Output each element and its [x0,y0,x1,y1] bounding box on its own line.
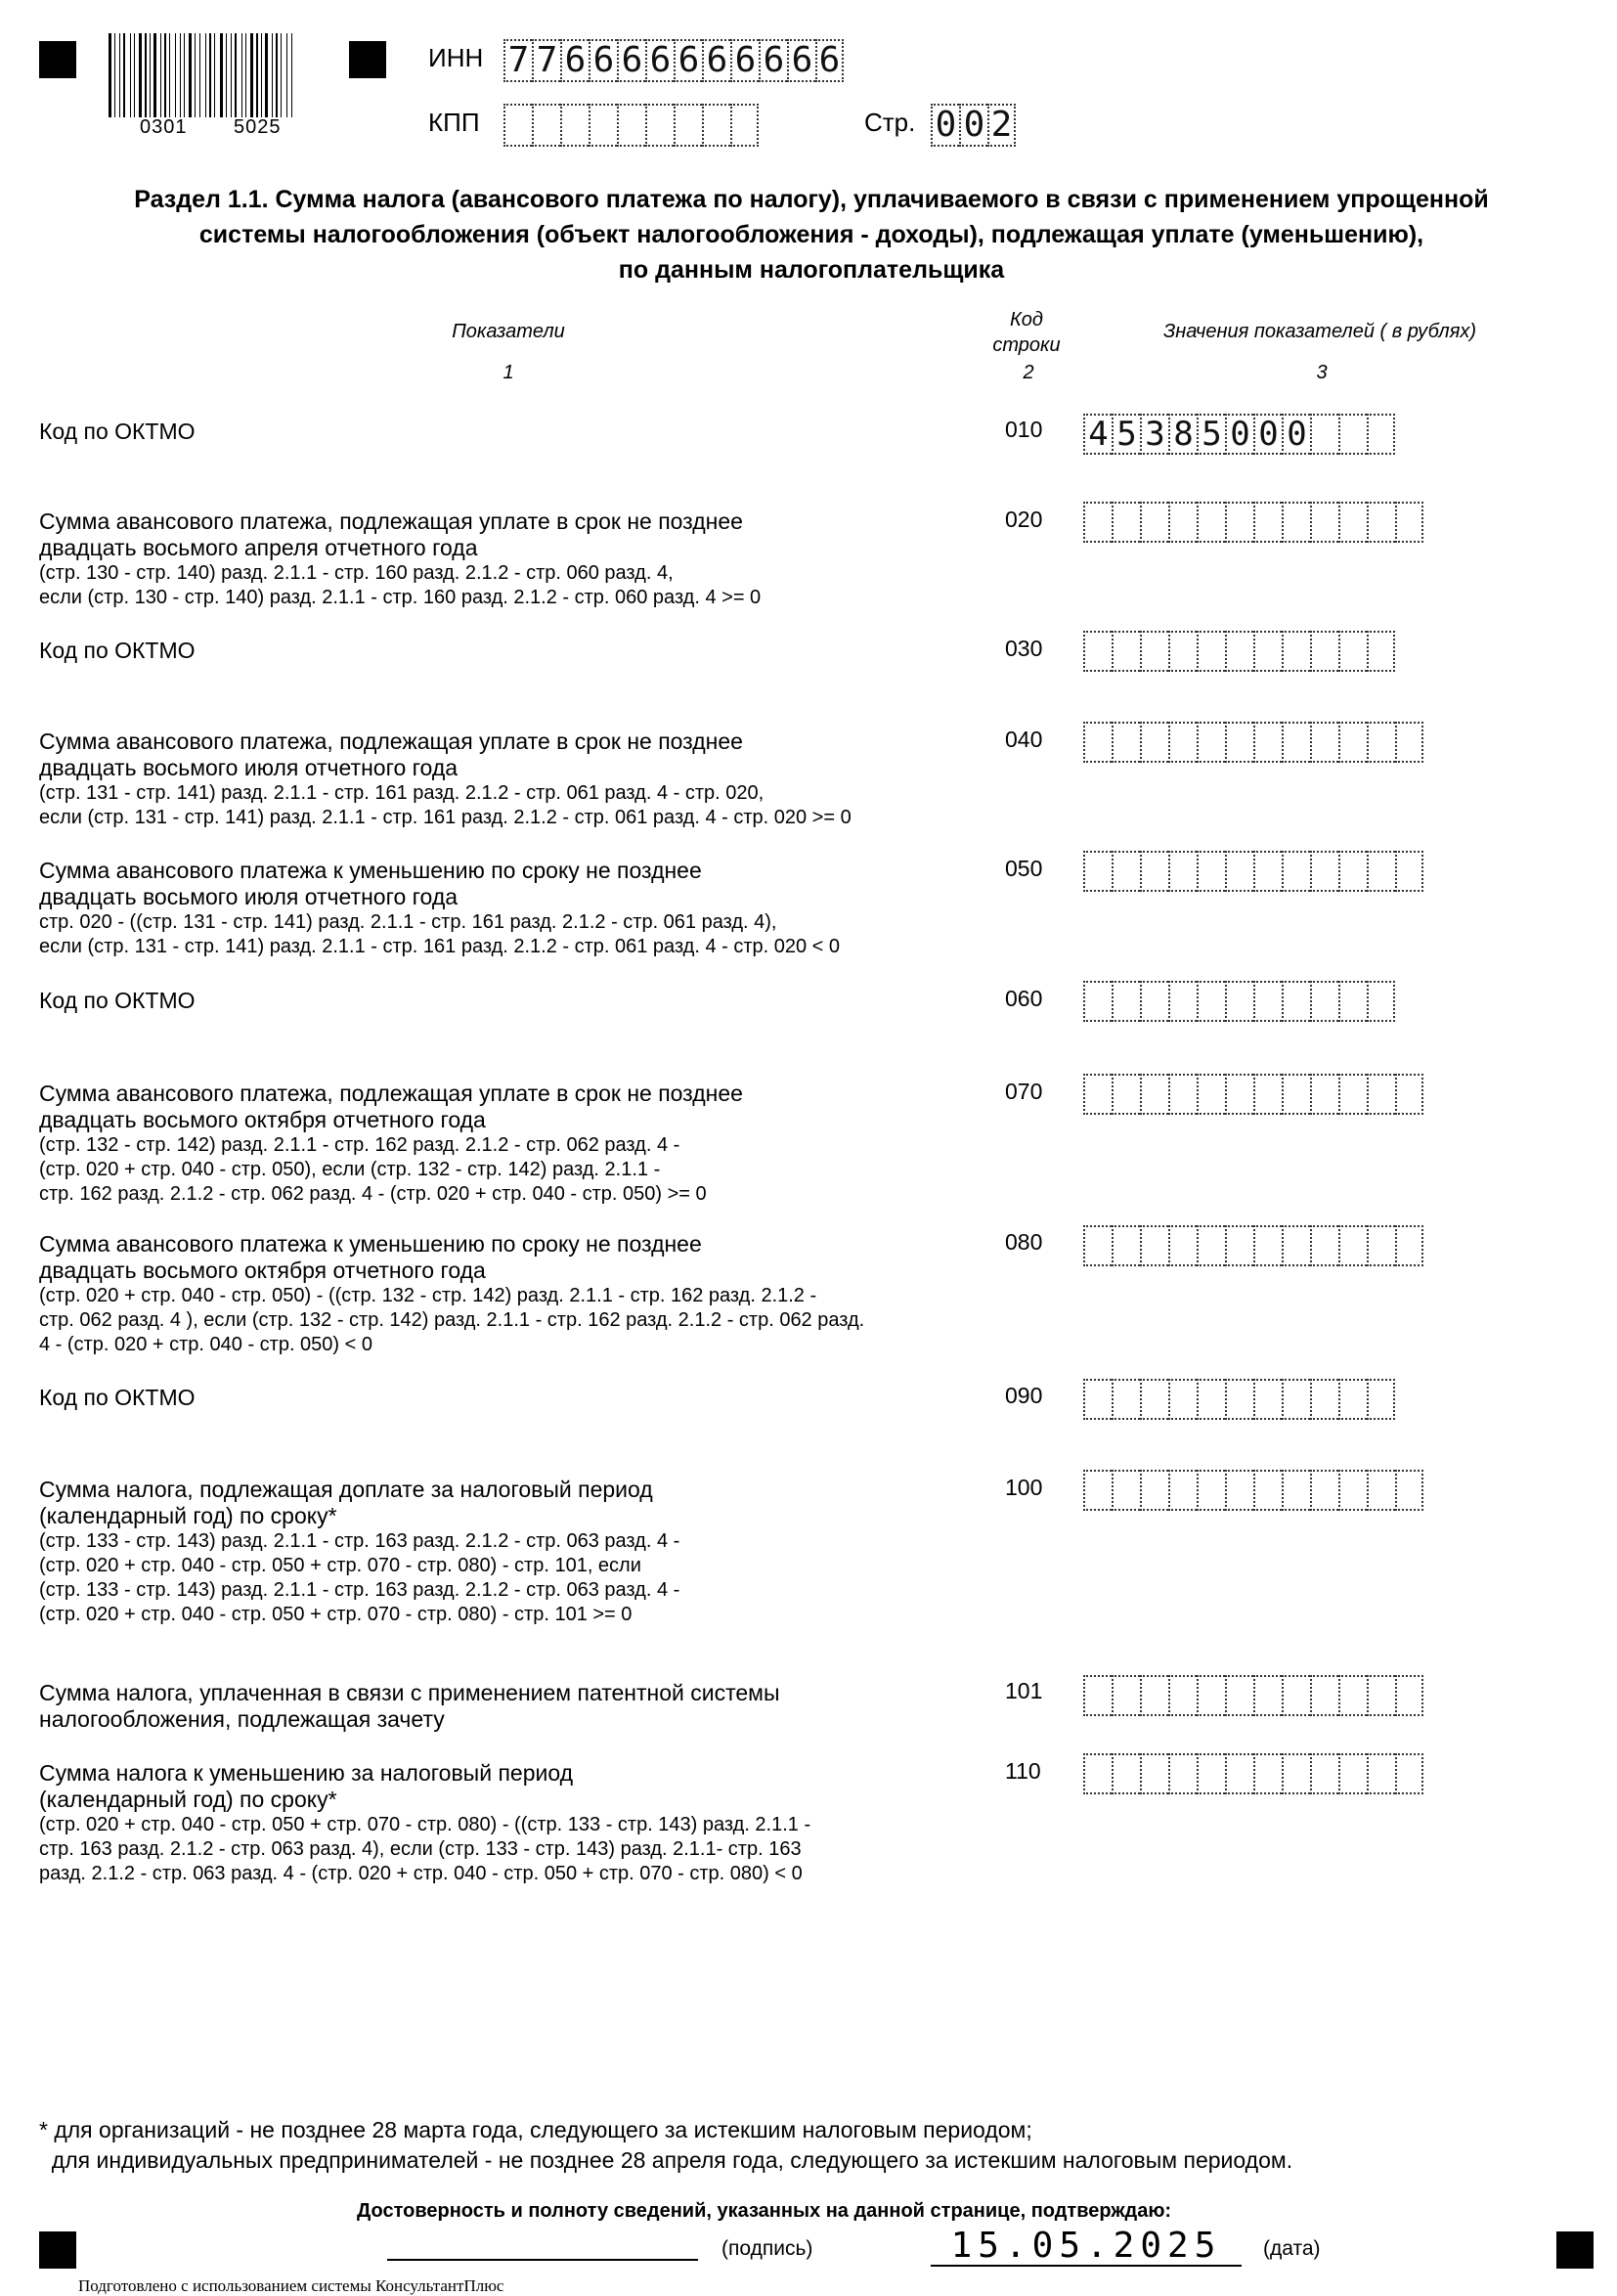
barcode-bar [195,33,196,117]
row-040-formula: (стр. 131 - стр. 141) разд. 2.1.1 - стр. 161 разд. 2.1.2 - стр. 061 разд. 4 - стр. 020, если (стр. 131 - стр. 141) разд. 2.1.1 - стр. 161 разд. 2.1.2 - стр. 061 разд. 4 - стр. 020 >= 0 [39,782,852,828]
corner-marker-bottom-left [39,2231,76,2269]
row-060-value-field[interactable] [1083,981,1395,1022]
value-cell[interactable] [1083,1675,1112,1716]
date-field[interactable]: 15.05.2025 [931,2228,1242,2267]
value-cell[interactable] [1367,1470,1395,1511]
row-050-formula: стр. 020 - ((стр. 131 - стр. 141) разд. 2.1.1 - стр. 161 разд. 2.1.2 - стр. 061 разд. 4), если (стр. 131 - стр. 141) разд. 2.1.1 - стр. 161 разд. 2.1.2 - стр. 061 разд. 4 - стр. 020 < 0 [39,911,841,957]
row-110-title: Сумма налога к уменьшению за налоговый период (календарный год) по сроку* [39,1760,574,1812]
value-cell[interactable] [1197,1753,1225,1794]
barcode-bar [245,33,246,117]
value-cell[interactable] [1140,631,1168,672]
value-cell[interactable] [1310,722,1338,763]
value-cell[interactable] [1168,851,1197,892]
value-cell[interactable] [1168,1675,1197,1716]
digit-cell[interactable]: 0 [959,104,987,147]
value-cell[interactable] [1083,1074,1112,1115]
footnote [39,2115,1292,2176]
value-cell[interactable] [1197,722,1225,763]
barcode-bar [109,33,111,117]
value-cell[interactable] [1168,502,1197,543]
date-label: (дата) [1263,2237,1321,2260]
value-cell[interactable]: 0 [1225,414,1253,455]
value-cell[interactable] [1395,502,1423,543]
value-cell[interactable] [1083,851,1112,892]
digit-cell[interactable]: 7 [532,39,560,82]
value-cell[interactable] [1197,1074,1225,1115]
column-header-code-line2: строки [992,334,1061,356]
value-cell[interactable] [1310,414,1338,455]
value-cell[interactable] [1310,1074,1338,1115]
corner-marker-top-right [349,41,386,78]
value-cell[interactable] [1112,1379,1140,1420]
barcode-bar [145,33,147,117]
digit-cell[interactable]: 6 [674,39,702,82]
value-cell[interactable] [1197,631,1225,672]
barcode-bar [184,33,185,117]
value-cell[interactable] [1225,851,1253,892]
value-cell[interactable] [1338,851,1367,892]
barcode-number-left: 0301 [140,116,188,138]
value-cell[interactable] [1310,631,1338,672]
row-101-title: Сумма налога, уплаченная в связи с применением патентной системы налогообложения, подлежащая зачету [39,1680,780,1732]
value-cell[interactable] [1282,1753,1310,1794]
row-080-value-field[interactable] [1083,1225,1423,1266]
barcode-bar [205,33,206,117]
value-cell[interactable] [1197,1379,1225,1420]
digit-cell[interactable]: 6 [815,39,844,82]
value-cell[interactable] [1310,1470,1338,1511]
value-cell[interactable] [1395,1675,1423,1716]
inn-label: ИНН [428,43,484,72]
value-cell[interactable] [1310,502,1338,543]
section-title-line2: системы налогообложения (объект налогообложения - доходы), подлежащая уплате (уменьшению), [198,221,1424,248]
row-code-070: 070 [1005,1079,1043,1104]
value-cell[interactable] [1253,1753,1282,1794]
value-cell[interactable] [1083,981,1112,1022]
row-070-title: Сумма авансового платежа, подлежащая уплате в срок не позднее двадцать восьмого октября отчетного года [39,1081,743,1132]
value-cell[interactable] [1367,1074,1395,1115]
barcode-bar [119,33,120,117]
digit-cell[interactable]: 0 [931,104,959,147]
value-cell[interactable] [1112,1225,1140,1266]
column-header-code-line1: Код [1010,309,1043,331]
digit-cell[interactable]: 6 [730,39,759,82]
value-cell[interactable] [1140,1379,1168,1420]
value-cell[interactable] [1197,981,1225,1022]
value-cell[interactable] [1225,981,1253,1022]
signature-line[interactable] [387,2259,698,2261]
value-cell[interactable] [1282,722,1310,763]
row-010-label [39,419,196,445]
value-cell[interactable] [1282,502,1310,543]
row-020-value-field[interactable] [1083,502,1423,543]
digit-cell[interactable] [617,104,645,147]
row-code-100: 100 [1005,1475,1043,1500]
value-cell[interactable] [1338,502,1367,543]
barcode-bar [189,33,192,117]
row-090-value-field[interactable] [1083,1379,1395,1420]
value-cell[interactable] [1112,631,1140,672]
footnote-line2: для индивидуальных предпринимателей - не позднее 28 апреля года, следующего за истекшим налоговым периодом. [39,2147,1293,2173]
barcode-bar [153,33,156,117]
row-090-label [39,1385,196,1411]
value-cell[interactable] [1310,981,1338,1022]
value-cell[interactable] [1338,1675,1367,1716]
value-cell[interactable] [1253,722,1282,763]
digit-cell[interactable]: 6 [645,39,674,82]
page-label: Стр. [864,108,916,137]
row-code-020: 020 [1005,507,1043,532]
value-cell[interactable] [1225,502,1253,543]
barcode-bar [265,33,268,117]
value-cell[interactable] [1168,1074,1197,1115]
footnote-line1: * для организаций - не позднее 28 марта года, следующего за истекшим налоговым периодом; [39,2117,1032,2142]
value-cell[interactable] [1225,1753,1253,1794]
row-070-value-field[interactable] [1083,1074,1423,1115]
value-cell[interactable] [1338,1470,1367,1511]
value-cell[interactable] [1225,1225,1253,1266]
value-cell[interactable]: 8 [1168,414,1197,455]
row-020-label [39,508,761,610]
column-header-indicators: Показатели [452,321,565,342]
barcode-bar [139,33,142,117]
value-cell[interactable] [1253,1675,1282,1716]
value-cell[interactable] [1282,631,1310,672]
row-code-080: 080 [1005,1229,1043,1255]
value-cell[interactable] [1197,851,1225,892]
row-010-title: Код по ОКТМО [39,419,196,444]
value-cell[interactable] [1253,851,1282,892]
row-030-title: Код по ОКТМО [39,638,196,663]
barcode-bar [250,33,253,117]
value-cell[interactable] [1112,1753,1140,1794]
value-cell[interactable] [1338,722,1367,763]
value-cell[interactable] [1282,1225,1310,1266]
value-cell[interactable] [1338,631,1367,672]
digit-cell[interactable]: 6 [787,39,815,82]
row-code-101: 101 [1005,1678,1043,1703]
digit-cell[interactable]: 2 [987,104,1016,147]
barcode-bar [214,33,215,117]
barcode-bar [130,33,131,117]
barcode-number-right: 5025 [234,116,282,138]
inn-field [503,39,844,82]
digit-cell[interactable] [560,104,589,147]
value-cell[interactable] [1083,722,1112,763]
digit-cell[interactable] [645,104,674,147]
value-cell[interactable] [1140,502,1168,543]
value-cell[interactable] [1395,1225,1423,1266]
value-cell[interactable] [1083,631,1112,672]
barcode-bar [169,33,170,117]
value-cell[interactable] [1395,851,1423,892]
value-cell[interactable] [1225,631,1253,672]
value-cell[interactable] [1140,1675,1168,1716]
barcode-bar [199,33,200,117]
section-title-line3: по данным налогоплательщика [618,256,1005,284]
row-code-050: 050 [1005,856,1043,881]
value-cell[interactable] [1253,631,1282,672]
value-cell[interactable] [1367,981,1395,1022]
row-070-formula: (стр. 132 - стр. 142) разд. 2.1.1 - стр. 162 разд. 2.1.2 - стр. 062 разд. 4 - (стр. 020 + стр. 040 - стр. 050), если (стр. 132 - стр. 142) разд. 2.1.1 - стр. 162 разд. 2.1.2 - стр. 062 разд. 4 - (стр. 020 + стр. 040 - стр. 050) >= 0 [39,1134,707,1205]
barcode-bar [281,33,282,117]
barcode-bar [241,33,242,117]
barcode-bar [150,33,151,117]
row-101-label [39,1680,780,1733]
barcode-bar [256,33,258,117]
row-code-010: 010 [1005,417,1043,442]
column-header-values: Значения показателей ( в рублях) [1162,321,1477,342]
digit-cell[interactable] [589,104,617,147]
value-cell[interactable]: 3 [1140,414,1168,455]
barcode-bar [123,33,125,117]
digit-cell[interactable] [674,104,702,147]
row-040-value-field[interactable] [1083,722,1423,763]
value-cell[interactable] [1282,1074,1310,1115]
value-cell[interactable] [1282,851,1310,892]
value-cell[interactable] [1225,1470,1253,1511]
row-100-label [39,1477,679,1627]
column-header-code [973,307,1080,358]
value-cell[interactable] [1395,722,1423,763]
value-cell[interactable] [1112,1074,1140,1115]
row-020-formula: (стр. 130 - стр. 140) разд. 2.1.1 - стр. 160 разд. 2.1.2 - стр. 060 разд. 4, если (стр. 130 - стр. 140) разд. 2.1.1 - стр. 160 разд. 2.1.2 - стр. 060 разд. 4 >= 0 [39,562,762,608]
barcode-bar [231,33,232,117]
row-060-title: Код по ОКТМО [39,988,196,1013]
value-cell[interactable] [1310,1379,1338,1420]
value-cell[interactable] [1367,631,1395,672]
barcode-bar [160,33,161,117]
value-cell[interactable] [1168,1379,1197,1420]
row-050-value-field[interactable] [1083,851,1423,892]
value-cell[interactable] [1367,1675,1395,1716]
page-number-field [931,104,1016,147]
barcode-bar [272,33,273,117]
value-cell[interactable] [1112,851,1140,892]
row-060-label [39,988,196,1014]
value-cell[interactable] [1168,1225,1197,1266]
row-030-value-field[interactable] [1083,631,1395,672]
value-cell[interactable] [1140,1470,1168,1511]
digit-cell[interactable] [730,104,759,147]
value-cell[interactable]: 0 [1253,414,1282,455]
value-cell[interactable] [1112,1675,1140,1716]
row-100-value-field[interactable] [1083,1470,1423,1511]
kpp-label: КПП [428,108,480,137]
row-100-title: Сумма налога, подлежащая доплате за налоговый период (календарный год) по сроку* [39,1477,653,1528]
corner-marker-bottom-right [1556,2231,1594,2269]
row-110-formula: (стр. 020 + стр. 040 - стр. 050 + стр. 070 - стр. 080) - ((стр. 133 - стр. 143) разд. 2.1.1 - стр. 163 разд. 2.1.2 - стр. 063 разд. 4), если (стр. 133 - стр. 143) разд. 2.1.1- стр. 163 разд. 2.1.2 - стр. 063 разд. 4 - (стр. 020 + стр. 040 - стр. 050 + стр. 070 - стр. 080) < 0 [39,1814,811,1884]
barcode-bar [261,33,262,117]
value-cell[interactable] [1197,502,1225,543]
value-cell[interactable] [1310,1225,1338,1266]
digit-cell[interactable]: 6 [759,39,787,82]
value-cell[interactable] [1253,1225,1282,1266]
value-cell[interactable] [1282,1675,1310,1716]
value-cell[interactable] [1367,851,1395,892]
value-cell[interactable] [1225,1675,1253,1716]
value-cell[interactable] [1168,631,1197,672]
row-080-formula: (стр. 020 + стр. 040 - стр. 050) - ((стр. 132 - стр. 142) разд. 2.1.1 - стр. 162 разд. 2.1.2 - стр. 062 разд. 4 ), если (стр. 132 - стр. 142) разд. 2.1.1 - стр. 162 разд. 2.1.2 - стр. 062 разд. 4 - (стр. 020 + стр. 040 - стр. 050) < 0 [39,1285,865,1355]
value-cell[interactable]: 4 [1083,414,1112,455]
value-cell[interactable] [1197,1675,1225,1716]
value-cell[interactable] [1253,1379,1282,1420]
row-090-title: Код по ОКТМО [39,1385,196,1410]
row-code-060: 060 [1005,986,1043,1011]
value-cell[interactable] [1367,1225,1395,1266]
value-cell[interactable] [1338,1379,1367,1420]
barcode-bar [235,33,237,117]
row-code-040: 040 [1005,727,1043,752]
prepared-by-note: Подготовлено с использованием системы КонсультантПлюс [78,2276,504,2295]
value-cell[interactable] [1338,1753,1367,1794]
value-cell[interactable] [1253,502,1282,543]
barcode-bar [114,33,115,117]
digit-cell[interactable] [503,104,532,147]
value-cell[interactable] [1140,1225,1168,1266]
digit-cell[interactable]: 7 [503,39,532,82]
barcode-bar [220,33,223,117]
value-cell[interactable] [1112,981,1140,1022]
row-070-label [39,1081,743,1207]
value-cell[interactable] [1253,981,1282,1022]
value-cell[interactable] [1112,502,1140,543]
value-cell[interactable] [1140,981,1168,1022]
value-cell[interactable] [1112,1470,1140,1511]
value-cell[interactable] [1367,502,1395,543]
value-cell[interactable] [1367,1753,1395,1794]
value-cell[interactable] [1168,981,1197,1022]
value-cell[interactable] [1310,1753,1338,1794]
barcode-bar [209,33,211,117]
barcode-bar [286,33,287,117]
barcode-bar [291,33,292,117]
digit-cell[interactable]: 6 [617,39,645,82]
section-title [39,182,1584,287]
value-cell[interactable] [1083,1225,1112,1266]
barcode-bar [164,33,166,117]
value-cell[interactable] [1168,1470,1197,1511]
value-cell[interactable] [1140,1074,1168,1115]
digit-cell[interactable]: 6 [702,39,730,82]
barcode-bar [175,33,176,117]
value-cell[interactable] [1225,722,1253,763]
barcode-bar [276,33,278,117]
value-cell[interactable]: 5 [1197,414,1225,455]
barcode-image [109,33,292,117]
value-cell[interactable] [1140,851,1168,892]
value-cell[interactable] [1338,414,1367,455]
value-cell[interactable] [1197,1225,1225,1266]
value-cell[interactable] [1083,502,1112,543]
row-101-value-field[interactable] [1083,1675,1423,1716]
value-cell[interactable] [1112,722,1140,763]
value-cell[interactable] [1367,414,1395,455]
signature-label: (подпись) [721,2237,813,2260]
value-cell[interactable] [1282,981,1310,1022]
value-cell[interactable] [1338,1074,1367,1115]
row-code-030: 030 [1005,636,1043,661]
value-cell[interactable] [1168,722,1197,763]
row-080-label [39,1231,864,1357]
value-cell[interactable]: 0 [1282,414,1310,455]
row-050-title: Сумма авансового платежа к уменьшению по сроку не позднее двадцать восьмого июля отчетного года [39,858,702,909]
value-cell[interactable] [1140,722,1168,763]
digit-cell[interactable]: 6 [589,39,617,82]
row-040-title: Сумма авансового платежа, подлежащая уплате в срок не позднее двадцать восьмого июля отчетного года [39,729,743,780]
value-cell[interactable] [1310,851,1338,892]
row-050-label [39,858,840,959]
barcode-bar [226,33,227,117]
barcode-bar [180,33,181,117]
row-020-title: Сумма авансового платежа, подлежащая уплате в срок не позднее двадцать восьмого апреля отчетного года [39,508,743,560]
confirmation-text: Достоверность и полноту сведений, указанных на данной странице, подтверждаю: [357,2200,1172,2222]
value-cell[interactable] [1282,1470,1310,1511]
row-100-formula: (стр. 133 - стр. 143) разд. 2.1.1 - стр. 163 разд. 2.1.2 - стр. 063 разд. 4 - (стр. 020 + стр. 040 - стр. 050 + стр. 070 - стр. 080) - стр. 101, если (стр. 133 - стр. 143) разд. 2.1.1 - стр. 163 разд. 2.1.2 - стр. 063 разд. 4 - (стр. 020 + стр. 040 - стр. 050 + стр. 070 - стр. 080) - стр. 101 >= 0 [39,1530,680,1625]
row-110-label [39,1760,810,1886]
row-010-value-field[interactable] [1083,414,1395,455]
digit-cell[interactable]: 6 [560,39,589,82]
digit-cell[interactable] [532,104,560,147]
column-number-1: 1 [503,362,514,383]
corner-marker-top-left [39,41,76,78]
column-number-3: 3 [1316,362,1328,383]
value-cell[interactable] [1225,1074,1253,1115]
row-110-value-field[interactable] [1083,1753,1423,1794]
value-cell[interactable] [1367,722,1395,763]
value-cell[interactable] [1310,1675,1338,1716]
row-040-label [39,729,852,830]
column-number-2: 2 [1023,362,1034,383]
value-cell[interactable] [1083,1379,1112,1420]
digit-cell[interactable] [702,104,730,147]
barcode-bar [134,33,135,117]
value-cell[interactable] [1168,1753,1197,1794]
value-cell[interactable] [1395,1753,1423,1794]
kpp-field [503,104,759,147]
value-cell[interactable] [1395,1074,1423,1115]
value-cell[interactable] [1083,1470,1112,1511]
row-030-label [39,638,196,664]
row-080-title: Сумма авансового платежа к уменьшению по сроку не позднее двадцать восьмого октября отчетного года [39,1231,702,1283]
value-cell[interactable] [1253,1470,1282,1511]
value-cell[interactable]: 5 [1112,414,1140,455]
value-cell[interactable] [1367,1379,1395,1420]
value-cell[interactable] [1197,1470,1225,1511]
value-cell[interactable] [1140,1753,1168,1794]
value-cell[interactable] [1225,1379,1253,1420]
row-code-110: 110 [1005,1758,1041,1784]
value-cell[interactable] [1338,981,1367,1022]
row-code-090: 090 [1005,1383,1043,1408]
value-cell[interactable] [1338,1225,1367,1266]
value-cell[interactable] [1395,1470,1423,1511]
value-cell[interactable] [1253,1074,1282,1115]
section-title-line1: Раздел 1.1. Сумма налога (авансового платежа по налогу), уплачиваемого в связи с применением упрощенной [134,186,1489,213]
value-cell[interactable] [1282,1379,1310,1420]
value-cell[interactable] [1083,1753,1112,1794]
